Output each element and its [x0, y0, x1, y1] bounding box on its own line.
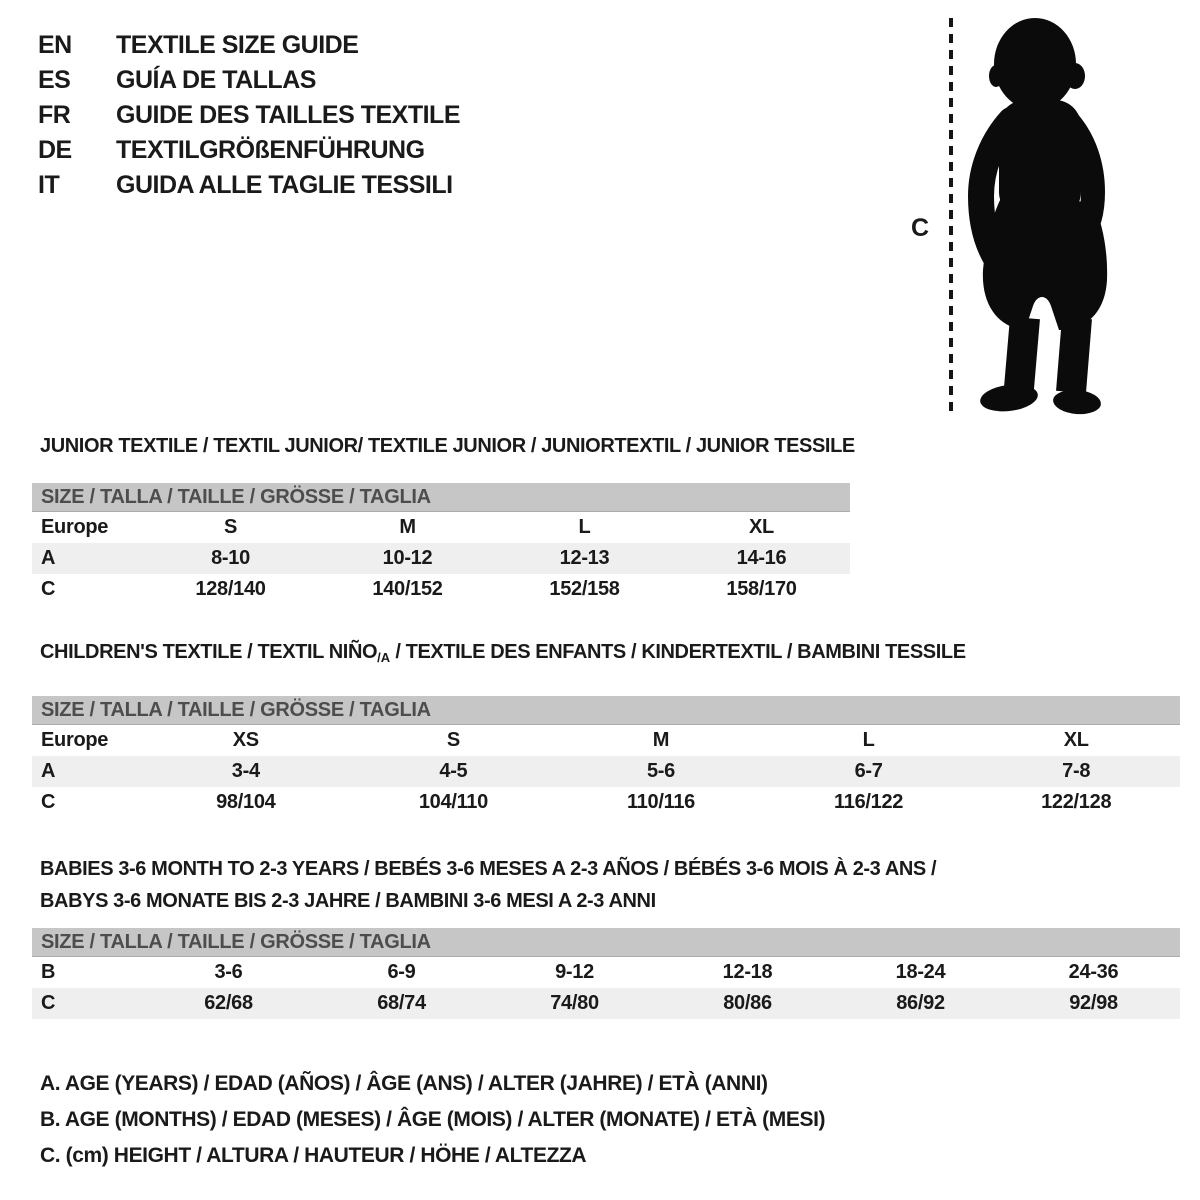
legend-footnotes	[40, 1066, 825, 1174]
size-table	[32, 512, 850, 605]
size-value-cell: 12-18	[722, 961, 773, 983]
size-value-cell: 7-8	[1062, 760, 1091, 782]
language-title: TEXTILE SIZE GUIDE	[116, 31, 359, 59]
language-title: GUIDA ALLE TAGLIE TESSILI	[116, 171, 453, 199]
language-title: GUIDE DES TAILLES TEXTILE	[116, 101, 461, 129]
heading-text: / TEXTILE DES ENFANTS / KINDERTEXTIL / BAMBINI TESSILE	[390, 641, 966, 663]
size-value-cell: XL	[749, 516, 774, 538]
size-table	[32, 957, 1180, 1019]
language-code: ES	[38, 66, 71, 94]
language-title: GUÍA DE TALLAS	[116, 66, 316, 94]
junior-textile-section	[32, 434, 855, 605]
size-header-bar: SIZE / TALLA / TAILLE / GRÖSSE / TAGLIA	[32, 696, 1180, 725]
size-value-cell: 74/80	[550, 992, 599, 1014]
size-value-cell: M	[652, 729, 670, 751]
section-heading	[32, 434, 855, 458]
heading-text: BABIES 3-6 MONTH TO 2-3 YEARS / BEBÉS 3-6 MESES A 2-3 AÑOS / BÉBÉS 3-6 MOIS À 2-3 ANS /	[40, 858, 937, 880]
size-value-cell: 12-13	[559, 547, 610, 569]
size-value-cell: L	[862, 729, 875, 751]
row-label-cell: C	[41, 992, 56, 1014]
row-label-cell: B	[41, 961, 56, 983]
row-label-cell: A	[41, 547, 56, 569]
size-table-row	[32, 512, 850, 543]
language-row	[38, 133, 460, 168]
size-value-cell: 4-5	[439, 760, 468, 782]
size-value-cell: 9-12	[555, 961, 594, 983]
language-code: IT	[38, 171, 60, 199]
row-label-cell: Europe	[41, 729, 109, 751]
size-table-row	[32, 787, 1180, 818]
size-value-cell: 92/98	[1069, 992, 1118, 1014]
heading-text: CHILDREN'S TEXTILE / TEXTIL NIÑO	[40, 641, 378, 663]
section-heading-line	[40, 640, 1180, 670]
row-label-cell: Europe	[41, 516, 109, 538]
toddler-silhouette-icon	[965, 16, 1143, 418]
height-measure-label: C	[911, 214, 930, 242]
size-table-row	[32, 988, 1180, 1019]
size-value-cell: 8-10	[211, 547, 250, 569]
height-dashed-line-icon	[949, 18, 953, 418]
size-table-row	[32, 574, 850, 605]
size-header-bar: SIZE / TALLA / TAILLE / GRÖSSE / TAGLIA	[32, 483, 850, 512]
size-value-cell: 86/92	[896, 992, 945, 1014]
size-value-cell: 18-24	[895, 961, 946, 983]
size-value-cell: 116/122	[834, 791, 904, 813]
size-header-bar: SIZE / TALLA / TAILLE / GRÖSSE / TAGLIA	[32, 928, 1180, 957]
language-code: DE	[38, 136, 72, 164]
size-value-cell: 14-16	[736, 547, 787, 569]
size-table-row	[32, 756, 1180, 787]
size-value-cell: 104/110	[418, 791, 488, 813]
language-row	[38, 98, 460, 133]
size-table-row	[32, 957, 1180, 988]
size-value-cell: 110/116	[626, 791, 695, 813]
section-heading-line	[40, 434, 855, 458]
size-value-cell: 6-9	[387, 961, 416, 983]
size-value-cell: 68/74	[377, 992, 426, 1014]
legend-line: A. AGE (YEARS) / EDAD (AÑOS) / ÂGE (ANS) / ALTER (JAHRE) / ETÀ (ANNI)	[40, 1072, 768, 1095]
row-label-cell: A	[41, 760, 56, 782]
size-value-cell: 158/170	[726, 578, 797, 600]
size-table-row	[32, 543, 850, 574]
size-value-cell: 3-6	[214, 961, 243, 983]
row-label-cell: C	[41, 791, 56, 813]
babies-textile-section	[32, 853, 1180, 1019]
language-row	[38, 63, 460, 98]
size-value-cell: XS	[232, 729, 259, 751]
legend-line: B. AGE (MONTHS) / EDAD (MESES) / ÂGE (MOIS) / ALTER (MONATE) / ETÀ (MESI)	[40, 1108, 826, 1131]
size-value-cell: 140/152	[372, 578, 443, 600]
size-value-cell: S	[446, 729, 460, 751]
row-label-cell: C	[41, 578, 56, 600]
language-title-list	[38, 28, 460, 203]
size-value-cell: M	[399, 516, 416, 538]
legend-line: C. (cm) HEIGHT / ALTURA / HAUTEUR / HÖHE / ALTEZZA	[40, 1144, 587, 1167]
language-row	[38, 28, 460, 63]
size-value-cell: 122/128	[1041, 791, 1112, 813]
size-value-cell: 62/68	[204, 992, 253, 1014]
heading-text: BABYS 3-6 MONATE BIS 2-3 JAHRE / BAMBINI 3-6 MESI A 2-3 ANNI	[40, 890, 656, 912]
size-value-cell: XL	[1063, 729, 1089, 751]
size-value-cell: 24-36	[1068, 961, 1119, 983]
heading-text: JUNIOR TEXTILE / TEXTIL JUNIOR/ TEXTILE JUNIOR / JUNIORTEXTIL / JUNIOR TESSILE	[40, 435, 855, 457]
size-value-cell: 5-6	[646, 760, 675, 782]
heading-text: /A	[377, 650, 391, 665]
size-value-cell: 3-4	[231, 760, 260, 782]
size-value-cell: S	[223, 516, 238, 538]
section-heading	[32, 853, 1180, 917]
size-value-cell: 10-12	[382, 547, 433, 569]
size-table	[32, 725, 1180, 818]
size-value-cell: 6-7	[854, 760, 883, 782]
size-value-cell: 98/104	[216, 791, 276, 813]
language-row	[38, 168, 460, 203]
size-value-cell: 80/86	[723, 992, 772, 1014]
children-textile-section	[32, 640, 1180, 818]
language-title: TEXTILGRÖßENFÜHRUNG	[116, 136, 425, 164]
size-value-cell: L	[578, 516, 591, 538]
section-heading	[32, 640, 1180, 670]
height-figure	[905, 14, 1157, 422]
section-heading-line	[40, 885, 1180, 917]
language-code: EN	[38, 31, 72, 59]
section-heading-line	[40, 853, 1180, 885]
size-value-cell: 128/140	[195, 578, 266, 600]
size-table-row	[32, 725, 1180, 756]
size-value-cell: 152/158	[549, 578, 620, 600]
language-code: FR	[38, 101, 71, 129]
